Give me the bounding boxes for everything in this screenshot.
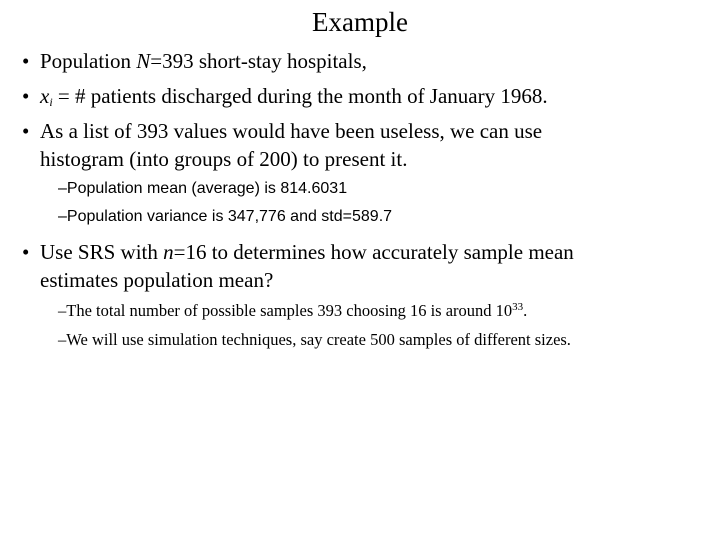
sub-bullet-mean: –Population mean (average) is 814.6031 [58,180,348,197]
bullet-text: =393 short-stay hospitals, [150,49,367,73]
sub-bullet-simulation: –We will use simulation techniques, say create 500 samples of different sizes. [58,330,571,349]
bullet-histogram [22,117,720,173]
bullet-text-line1: As a list of 393 values would have been useless, we can use [40,119,543,143]
bullet-marker: • [22,49,30,73]
variable-n: n [163,240,174,264]
bullet-text: Population [40,49,137,73]
bullet-text-line1: =16 to determines how accurately sample mean [173,240,574,264]
bullet-text: = # patients discharged during the month of January 1968. [52,84,548,108]
variable-N: N [136,49,151,73]
bullet-srs [22,238,720,294]
variable-x: x [40,84,50,108]
bullet-marker: • [22,240,30,264]
bullet-text-line2: estimates population mean? [40,268,274,292]
bullet-text: Use SRS with [40,240,164,264]
exponent: 33 [512,301,524,313]
sub-bullet-variance: –Population variance is 347,776 and std=589.7 [58,208,393,225]
subscript-i: i [49,95,53,109]
sub-bullet-text: –The total number of possible samples 393 choosing 16 is around 10 [58,301,513,320]
bullet-xi-definition [22,82,720,110]
bullet-marker: • [22,119,30,143]
bullet-marker: • [22,84,30,108]
sub-bullet-total-samples [58,297,718,325]
bullet-population [22,47,720,75]
sub-bullet-text: . [523,301,528,320]
slide-title: Example [312,7,408,37]
bullet-text-line2: histogram (into groups of 200) to present it. [40,147,408,171]
